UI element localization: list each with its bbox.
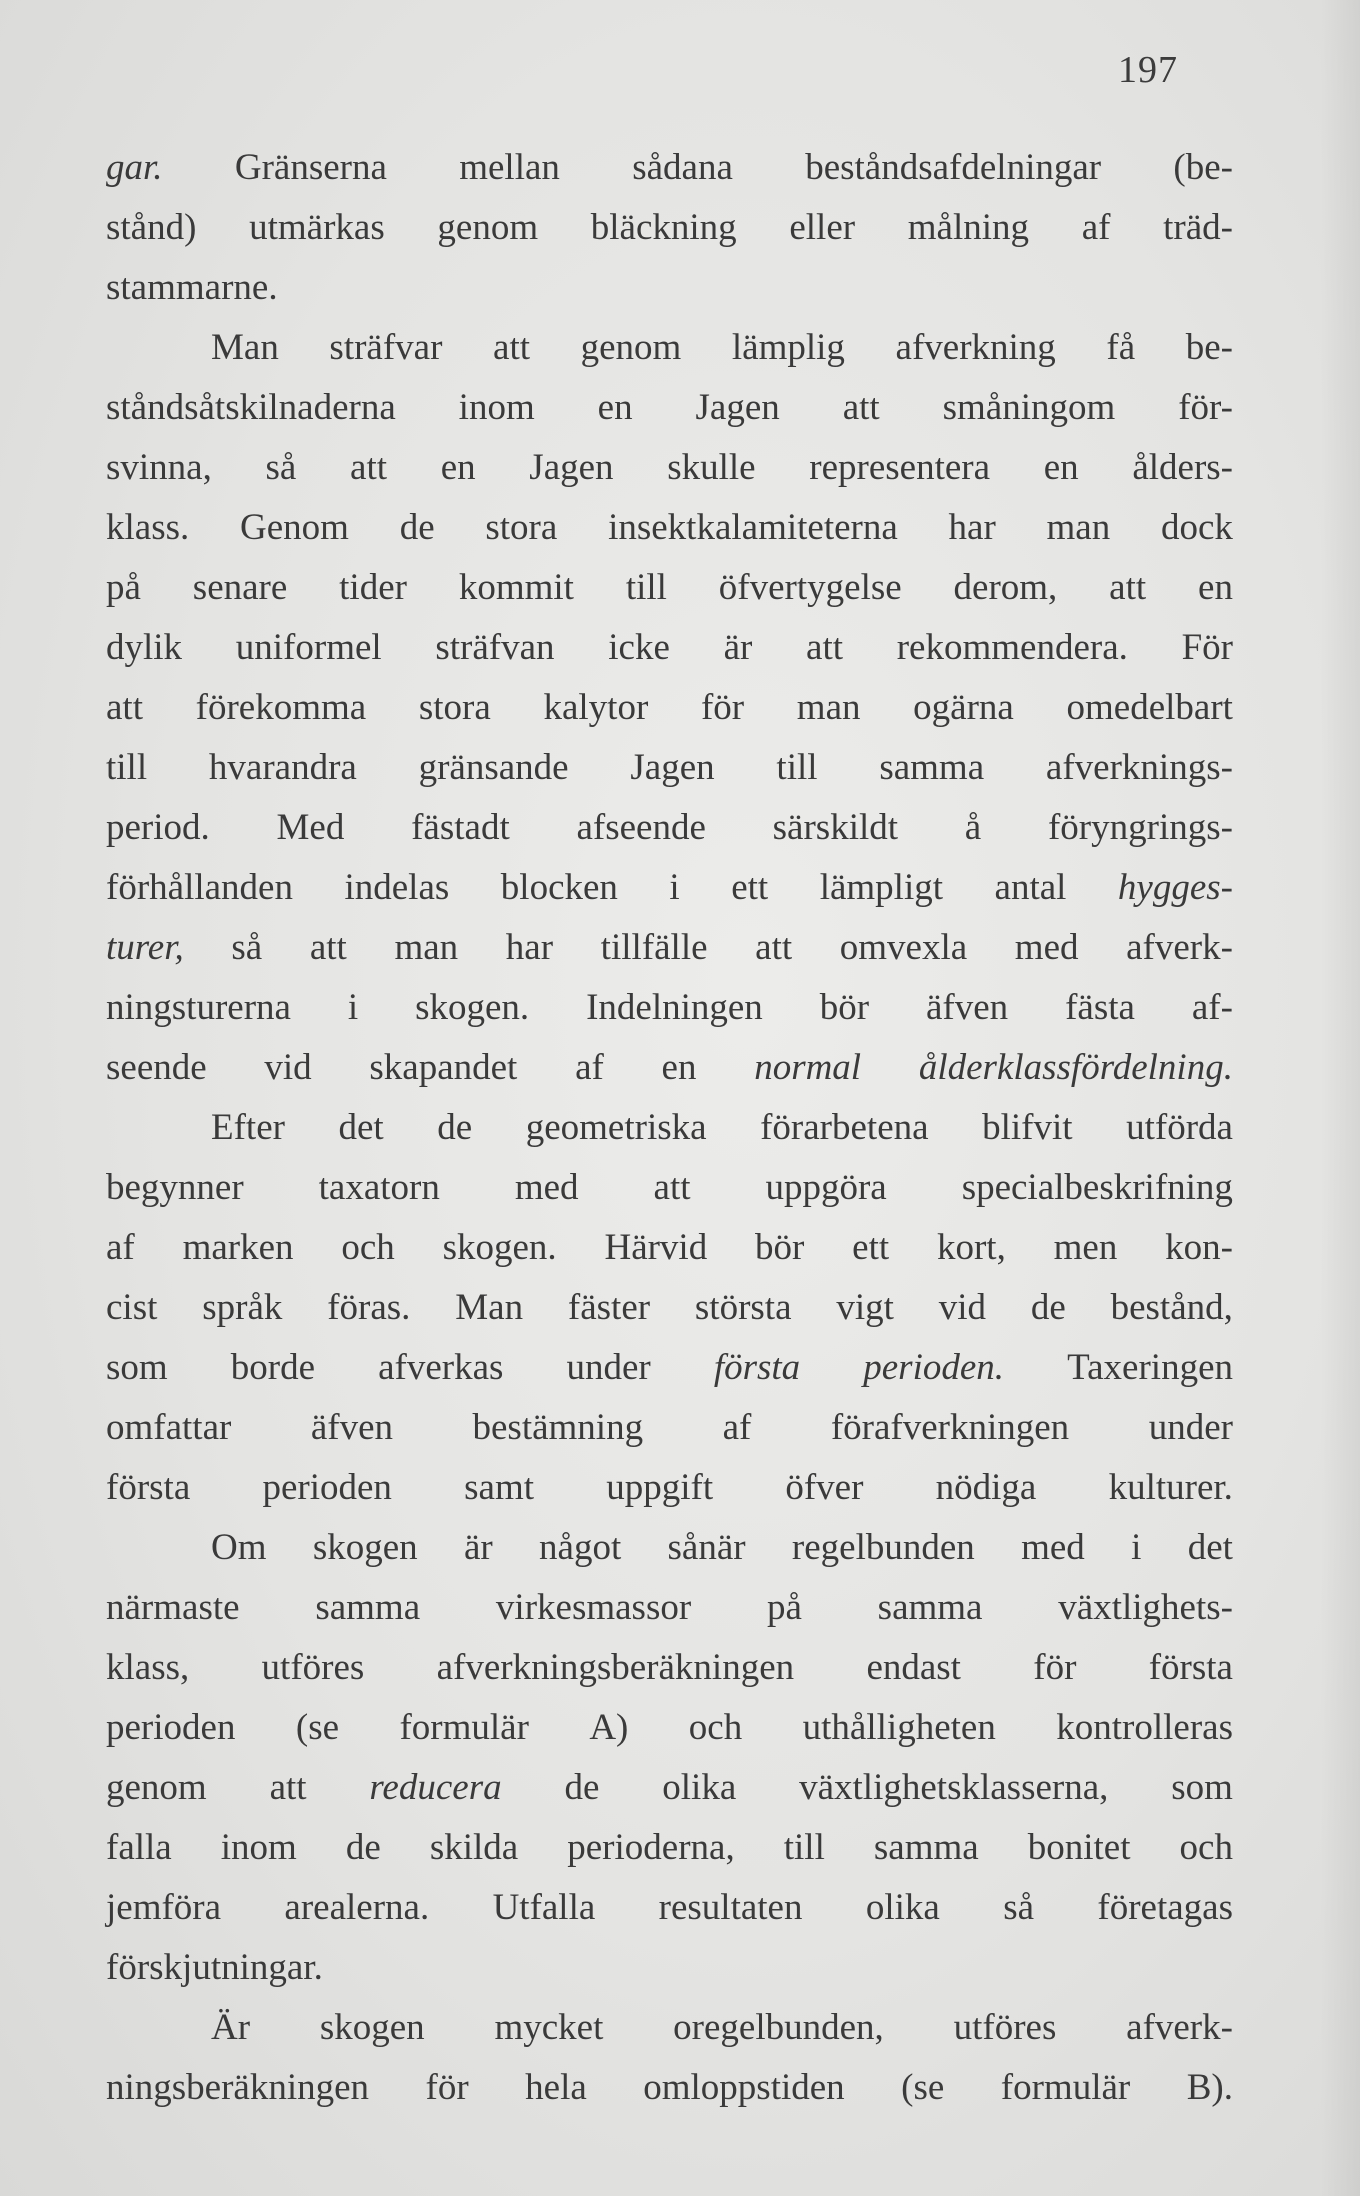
word: beståndsafdelningar [805, 147, 1102, 188]
word: skogen. [415, 987, 530, 1028]
text-line [106, 258, 1233, 318]
word: afverkning [895, 327, 1056, 368]
word: så [231, 927, 263, 968]
word: icke [608, 627, 670, 668]
word: har [505, 927, 554, 968]
word: stammarne. [106, 267, 278, 308]
word: dylik [106, 627, 183, 668]
word: växtlighets- [1058, 1587, 1233, 1628]
word: men [1053, 1227, 1118, 1268]
word: Jagen [695, 387, 780, 428]
word: vid [264, 1047, 312, 1088]
word: (se [901, 2067, 945, 2108]
word: indelas [344, 867, 450, 908]
word: utmärkas [249, 207, 385, 248]
word: afseende [576, 807, 706, 848]
word: en [1198, 567, 1233, 608]
word: för [1033, 1647, 1077, 1688]
word: få [1106, 327, 1136, 368]
word: olika [662, 1767, 737, 1808]
word: i [1131, 1527, 1142, 1568]
word: stånd) [106, 207, 197, 248]
word: För [1181, 627, 1233, 668]
text-line [106, 1338, 1233, 1398]
paragraph [106, 1518, 1233, 1998]
word: mycket [494, 2007, 604, 2048]
word: derom, [953, 567, 1058, 608]
word: målning [907, 207, 1030, 248]
word: Man [455, 1287, 524, 1328]
word: antal [994, 867, 1067, 908]
word: svinna, [106, 447, 212, 488]
word: samma [873, 1827, 979, 1868]
word: man [394, 927, 459, 968]
word: eller [789, 207, 856, 248]
word: utföres [261, 1647, 365, 1688]
word: genom [580, 327, 682, 368]
word: med [1021, 1527, 1085, 1568]
word: öfvertygelse [718, 567, 902, 608]
word: specialbeskrifning [961, 1167, 1233, 1208]
word: är [723, 627, 753, 668]
word: utföres [953, 2007, 1057, 2048]
text-line [106, 318, 1233, 378]
word: småningom [942, 387, 1116, 428]
word: nödiga [935, 1467, 1037, 1508]
word: skilda [429, 1827, 519, 1868]
word: för [425, 2067, 469, 2108]
word: samma [877, 1587, 983, 1628]
word: cist [106, 1287, 158, 1328]
paragraph [106, 318, 1233, 1098]
word: dock [1160, 507, 1233, 548]
word: rekommendera. [896, 627, 1128, 668]
word: Är [211, 2007, 251, 2048]
word: (se [295, 1707, 340, 1748]
word: genom [106, 1767, 207, 1808]
word: Taxeringen [1067, 1347, 1233, 1388]
word: representera [809, 447, 991, 488]
word: stora [485, 507, 558, 548]
word: taxatorn [318, 1167, 440, 1208]
text-line [106, 1818, 1233, 1878]
text-line [106, 738, 1233, 798]
word: stora [418, 687, 491, 728]
word: hvarandra [208, 747, 357, 788]
word: klass, [106, 1647, 190, 1688]
word: en [661, 1047, 697, 1088]
italic-word: reducera [369, 1767, 502, 1808]
text-line [106, 1878, 1233, 1938]
word: bör [755, 1227, 805, 1268]
word: skogen [319, 2007, 425, 2048]
word: (be- [1173, 147, 1233, 188]
word: de [1030, 1287, 1066, 1328]
paragraph [106, 138, 1233, 318]
word: till [783, 1827, 825, 1868]
word: med [514, 1167, 579, 1208]
scan-shadow [1320, 0, 1360, 2196]
word: Med [276, 807, 345, 848]
text-line [106, 1698, 1233, 1758]
text-line [106, 1158, 1233, 1218]
text-line [106, 1638, 1233, 1698]
word: att [493, 327, 530, 368]
word: första [106, 1467, 191, 1508]
word: afverkas [378, 1347, 504, 1388]
word: och [341, 1227, 395, 1268]
word: lämpligt [819, 867, 944, 908]
word: de [399, 507, 435, 548]
word: så [1003, 1887, 1035, 1928]
word: en [1043, 447, 1079, 488]
word: perioden [106, 1707, 236, 1748]
word: att [269, 1767, 307, 1808]
word: blocken [500, 867, 618, 908]
word: inom [220, 1827, 297, 1868]
word: Utfalla [492, 1887, 596, 1928]
word: samt [464, 1467, 535, 1508]
word: skulle [667, 447, 756, 488]
word: sådana [632, 147, 733, 188]
word: insektkalamiteterna [608, 507, 898, 548]
word: virkesmassor [495, 1587, 692, 1628]
word: bör [819, 987, 870, 1028]
word: samma [315, 1587, 421, 1628]
word: skogen. [442, 1227, 557, 1268]
word: första [1148, 1647, 1233, 1688]
word: A) [589, 1707, 629, 1748]
word: för [700, 687, 745, 728]
text-line [106, 1278, 1233, 1338]
word: förskjutningar. [106, 1947, 323, 1988]
word: ett [731, 867, 769, 908]
word: ningsberäkningen [106, 2067, 370, 2108]
word: föras. [327, 1287, 411, 1328]
italic-word: ålderklassfördelning. [918, 1047, 1233, 1088]
text-line [106, 1938, 1233, 1998]
word: till [106, 747, 148, 788]
word: endast [866, 1647, 961, 1688]
word: i [669, 867, 680, 908]
word: gränsande [418, 747, 569, 788]
word: samma [879, 747, 985, 788]
word: perioderna, [567, 1827, 735, 1868]
word: största [694, 1287, 792, 1328]
word: särskildt [772, 807, 899, 848]
word: vigt [836, 1287, 894, 1328]
word: föryngrings- [1047, 807, 1233, 848]
word: klass. [106, 507, 190, 548]
word: äfven [925, 987, 1009, 1028]
word: på [766, 1587, 802, 1628]
word: fästa [1065, 987, 1135, 1028]
word: äfven [310, 1407, 393, 1448]
word: senare [192, 567, 288, 608]
word: bestånd, [1110, 1287, 1233, 1328]
word: Om [211, 1527, 267, 1568]
word: mellan [459, 147, 560, 188]
word: så [265, 447, 297, 488]
text-line [106, 858, 1233, 918]
word: af [106, 1227, 135, 1268]
word: regelbunden [791, 1527, 975, 1568]
word: fästadt [411, 807, 510, 848]
word: träd- [1163, 207, 1233, 248]
word: att [106, 687, 143, 728]
word: något [539, 1527, 622, 1568]
word: af- [1191, 987, 1233, 1028]
body-text [106, 138, 1233, 2118]
paragraph [106, 1098, 1233, 1518]
word: sträfvar [329, 327, 443, 368]
word: att [350, 447, 388, 488]
word: afverkningsberäkningen [436, 1647, 795, 1688]
text-line [106, 558, 1233, 618]
word: genom [437, 207, 539, 248]
word: de [437, 1107, 473, 1148]
italic-word: gar. [106, 147, 163, 188]
word: begynner [106, 1167, 244, 1208]
text-line [106, 1998, 1233, 2058]
word: bläckning [590, 207, 737, 248]
word: omedelbart [1066, 687, 1233, 728]
word: ett [852, 1227, 890, 1268]
word: de [345, 1827, 381, 1868]
word: Genom [240, 507, 349, 548]
word: en [440, 447, 476, 488]
word: afverk- [1126, 2007, 1233, 2048]
word: falla [106, 1827, 172, 1868]
word: blifvit [982, 1107, 1073, 1148]
italic-word: första [713, 1347, 801, 1388]
word: kort, [936, 1227, 1006, 1268]
word: att [309, 927, 347, 968]
word: språk [202, 1287, 283, 1328]
word: att [842, 387, 880, 428]
word: att [653, 1167, 691, 1208]
text-line [106, 438, 1233, 498]
italic-word: normal [754, 1047, 862, 1088]
text-line [106, 918, 1233, 978]
word: växtlighetsklasserna, [799, 1767, 1109, 1808]
word: är [463, 1527, 493, 1568]
word: och [688, 1707, 743, 1748]
word: Jagen [529, 447, 614, 488]
word: tider [339, 567, 407, 608]
word: det [338, 1107, 384, 1148]
italic-word: turer, [106, 927, 184, 968]
word: ogärna [913, 687, 1014, 728]
word: geometriska [525, 1107, 707, 1148]
word: med [1014, 927, 1079, 968]
word: formulär [1000, 2067, 1131, 2108]
word: be- [1185, 327, 1233, 368]
text-line [106, 1518, 1233, 1578]
word: hela [525, 2067, 587, 2108]
word: företagas [1097, 1887, 1233, 1928]
word: B). [1186, 2067, 1233, 2108]
word: uthålligheten [802, 1707, 996, 1748]
word: af [722, 1407, 752, 1448]
word: under [1148, 1407, 1233, 1448]
word: kontrolleras [1056, 1707, 1233, 1748]
word: inom [458, 387, 535, 428]
text-line [106, 1218, 1233, 1278]
word: formulär [399, 1707, 529, 1748]
word: resultaten [658, 1887, 803, 1928]
word: Gränserna [234, 147, 387, 188]
word: förekomma [195, 687, 367, 728]
word: oregelbunden, [673, 2007, 884, 2048]
word: kommit [458, 567, 574, 608]
word: för- [1178, 387, 1233, 428]
word: kulturer. [1108, 1467, 1233, 1508]
word: sånär [667, 1527, 746, 1568]
text-line [106, 2058, 1233, 2118]
word: förarbetena [760, 1107, 929, 1148]
word: skapandet [369, 1047, 518, 1088]
word: marken [182, 1227, 294, 1268]
word: uppgöra [765, 1167, 887, 1208]
word: bonitet [1027, 1827, 1131, 1868]
word: ålders- [1132, 447, 1233, 488]
word: afverknings- [1045, 747, 1233, 788]
word: förhållanden [106, 867, 293, 908]
word: att [755, 927, 793, 968]
text-line [106, 1098, 1233, 1158]
word: man [1046, 507, 1111, 548]
text-line [106, 1398, 1233, 1458]
word: och [1179, 1827, 1233, 1868]
word: ningsturerna [106, 987, 291, 1028]
word: fäster [567, 1287, 651, 1328]
word: de [564, 1767, 600, 1808]
word: perioden [262, 1467, 392, 1508]
text-line [106, 378, 1233, 438]
text-line [106, 1578, 1233, 1638]
paragraph [106, 1998, 1233, 2118]
word: afverk- [1126, 927, 1233, 968]
word: närmaste [106, 1587, 240, 1628]
word: en [597, 387, 633, 428]
word: å [964, 807, 982, 848]
italic-word: perioden. [863, 1347, 1005, 1388]
word: borde [230, 1347, 316, 1388]
word: olika [865, 1887, 940, 1928]
word: period. [106, 807, 210, 848]
word: har [948, 507, 996, 548]
text-line [106, 618, 1233, 678]
word: omfattar [106, 1407, 232, 1448]
word: omloppstiden [643, 2067, 845, 2108]
word: att [1109, 567, 1147, 608]
word: kalytor [543, 687, 649, 728]
word: ståndsåtskilnaderna [106, 387, 396, 428]
word: Härvid [604, 1227, 708, 1268]
word: tillfälle [600, 927, 708, 968]
word: lämplig [731, 327, 845, 368]
word: jemföra [106, 1887, 222, 1928]
text-line [106, 798, 1233, 858]
text-line [106, 1458, 1233, 1518]
word: af [1081, 207, 1111, 248]
text-line [106, 198, 1233, 258]
word: vid [938, 1287, 987, 1328]
text-line [106, 138, 1233, 198]
word: att [806, 627, 844, 668]
text-line [106, 678, 1233, 738]
word: Man [211, 327, 279, 368]
word: sträfvan [435, 627, 555, 668]
word: utförda [1126, 1107, 1233, 1148]
word: arealerna. [284, 1887, 430, 1928]
text-line [106, 978, 1233, 1038]
word: till [625, 567, 667, 608]
word: det [1187, 1527, 1233, 1568]
word: Efter [211, 1107, 285, 1148]
page-number: 197 [1118, 49, 1178, 91]
word: förafverkningen [830, 1407, 1070, 1448]
word: af [575, 1047, 604, 1088]
word: omvexla [839, 927, 968, 968]
word: öfver [785, 1467, 864, 1508]
word: på [106, 567, 141, 608]
word: under [566, 1347, 651, 1388]
word: skogen [312, 1527, 418, 1568]
word: seende [106, 1047, 207, 1088]
italic-word: hygges- [1117, 867, 1233, 908]
word: Indelningen [586, 987, 763, 1028]
text-line [106, 498, 1233, 558]
word: bestämning [472, 1407, 644, 1448]
word: som [1171, 1767, 1233, 1808]
text-line [106, 1038, 1233, 1098]
word: uppgift [606, 1467, 714, 1508]
word: kon- [1165, 1227, 1233, 1268]
word: till [776, 747, 818, 788]
word: Jagen [630, 747, 715, 788]
word: uniformel [235, 627, 382, 668]
word: i [347, 987, 359, 1028]
word: man [796, 687, 861, 728]
word: som [106, 1347, 168, 1388]
text-line [106, 1758, 1233, 1818]
